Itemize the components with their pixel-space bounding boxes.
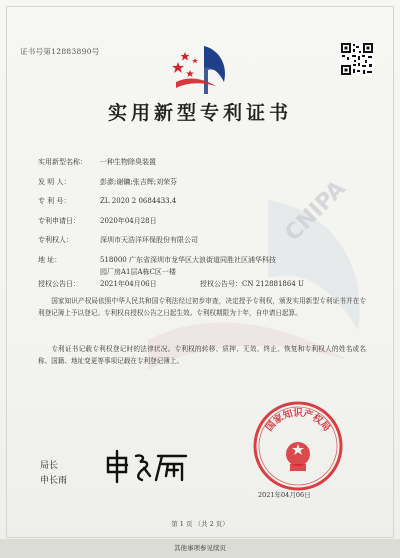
field-grant-number: 授权公告号：CN 212881864 U (200, 280, 304, 288)
field-address: 地 址： 518000 广东省深圳市龙华区大浪街道同胜社区浦华科技 (38, 256, 276, 264)
svg-text:国家知识产权局: 国家知识产权局 (263, 408, 333, 434)
patent-office-logo-icon (168, 40, 232, 100)
signature-title: 局长 (40, 461, 59, 471)
field-grant-date: 授权公告日： 2021年04月06日 (38, 280, 157, 288)
field-patent-number: 专 利 号： ZL 2020 2 0684433.4 (38, 197, 177, 205)
field-utility-model-name: 实用新型名称： 一种生物除臭装置 (38, 158, 156, 166)
field-patentee: 专利权人： 深圳市天浩洋环保股份有限公司 (38, 236, 198, 244)
field-application-date: 专利申请日： 2020年04月28日 (38, 217, 157, 225)
paragraph-grant-statement: 国家知识产权局依照中华人民共和国专利法经过初步审查，决定授予专利权，颁发实用新型专利证书并在专利登记簿上予以登记。专利权自授权公告之日起生效。专利权期限为十年，自申请日起算。 (38, 297, 366, 317)
svg-text:CNIPA: CNIPA (280, 176, 351, 247)
issue-date: 2021年04月06日 (258, 491, 311, 499)
paragraph-legal-status: 专利证书记载专利权登记时的法律状况。专利权的转移、质押、无效、终止、恢复和专利权人的姓名或名称、国籍、地址变更等事项记载在专利登记簿上。 (38, 345, 366, 365)
qr-code-icon (340, 42, 374, 76)
handwritten-signature (102, 448, 192, 484)
footer-note: 其他事项参见续页 (174, 544, 226, 552)
signature-name: 申长雨 (40, 476, 68, 486)
field-address-continued: 园厂房A1层A栋C区一楼 (100, 268, 176, 276)
footer-bar (0, 539, 400, 558)
official-seal-icon (252, 400, 344, 492)
page-number: 第 1 页 （共 2 页） (171, 520, 229, 528)
certificate-title: 实用新型专利证书 (107, 102, 292, 124)
field-inventors: 发 明 人： 彭澎;谢镛;张吉辉;刘荣芬 (38, 178, 178, 186)
cnipa-watermark (118, 170, 398, 420)
certificate-number: 证书号第12883890号 (20, 47, 100, 56)
